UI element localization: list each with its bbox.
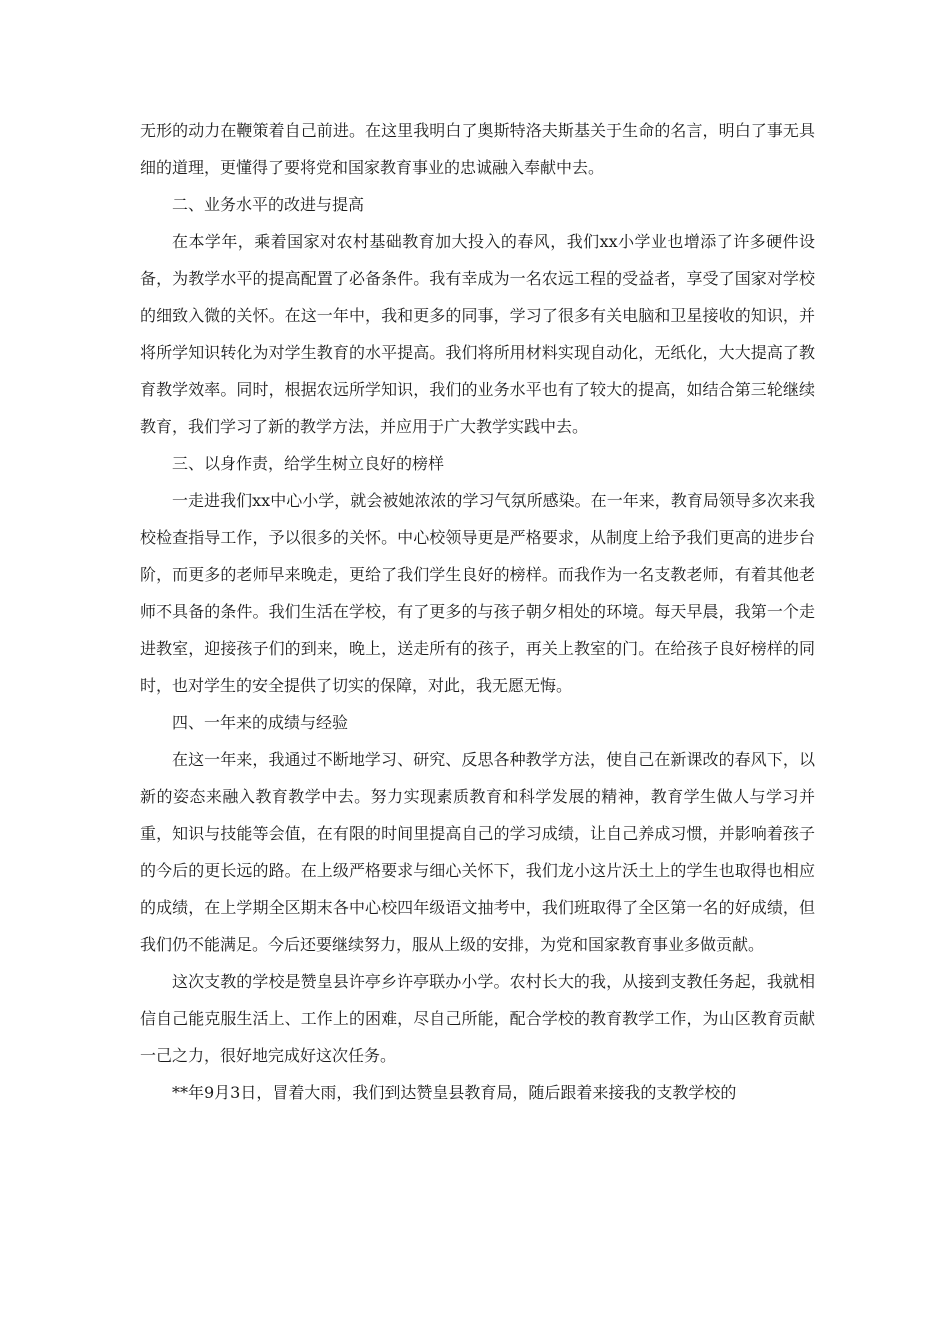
paragraph-intro: 无形的动力在鞭策着自己前进。在这里我明白了奥斯特洛夫斯基关于生命的名言，明白了事无具细的道理，更懂得了要将党和国家教育事业的忠诚融入奉献中去。 — [140, 121, 815, 177]
section-heading-3: 三、以身作责，给学生树立良好的榜样 — [172, 454, 445, 473]
paragraph-achievements: 在这一年来，我通过不断地学习、研究、反思各种教学方法，使自己在新课改的春风下，以新的姿态来融入教育教学中去。努力实现素质教育和科学发展的精神，教育学生做人与学习并重，知识与技能等会值，在有限的时间里提高自己的学习成绩，让自己养成习惯，并影响着孩子的今后的更长远的路。在上级严格要求与细心关怀下，我们龙小这片沃土上的学生也取得也相应的成绩，在上学期全区期末各中心校四年级语文抽考中，我们班取得了全区第一名的好成绩，但我们仍不能满足。今后还要继续努力，服从上级的安排，为党和国家教育事业多做贡献。 — [140, 750, 815, 954]
paragraph-arrival: **年9月3日，冒着大雨，我们到达赞皇县教育局，随后跟着来接我的支教学校的 — [172, 1083, 737, 1102]
paragraph-role-model: 一走进我们xx中心小学，就会被她浓浓的学习气氛所感染。在一年来，教育局领导多次来我校检查指导工作，予以很多的关怀。中心校领导更是严格要求，从制度上给予我们更高的进步台阶，而更多的老师早来晚走，更给了我们学生良好的榜样。而我作为一名支教老师，有着其他老师不具备的条件。我们生活在学校，有了更多的与孩子朝夕相处的环境。每天早晨，我第一个走进教室，迎接孩子们的到来，晚上，送走所有的孩子，再关上教室的门。在给孩子良好榜样的同时，也对学生的安全提供了切实的保障，对此，我无愿无悔。 — [140, 491, 815, 695]
document-body — [140, 112, 815, 1111]
section-heading-4: 四、一年来的成绩与经验 — [172, 713, 349, 732]
section-heading-2: 二、业务水平的改进与提高 — [172, 195, 365, 214]
paragraph-business-level: 在本学年，乘着国家对农村基础教育加大投入的春风，我们xx小学业也增添了许多硬件设备，为教学水平的提高配置了必备条件。我有幸成为一名农远工程的受益者，享受了国家对学校的细致入微的关怀。在这一年中，我和更多的同事，学习了很多有关电脑和卫星接收的知识，并将所学知识转化为对学生教育的水平提高。我们将所用材料实现自动化，无纸化，大大提高了教育教学效率。同时，根据农远所学知识，我们的业务水平也有了较大的提高，如结合第三轮继续教育，我们学习了新的教学方法，并应用于广大教学实践中去。 — [140, 232, 815, 436]
paragraph-school-intro: 这次支教的学校是赞皇县许亭乡许亭联办小学。农村长大的我，从接到支教任务起，我就相信自己能克服生活上、工作上的困难，尽自己所能，配合学校的教育教学工作，为山区教育贡献一己之力，很好地完成好这次任务。 — [140, 972, 815, 1065]
